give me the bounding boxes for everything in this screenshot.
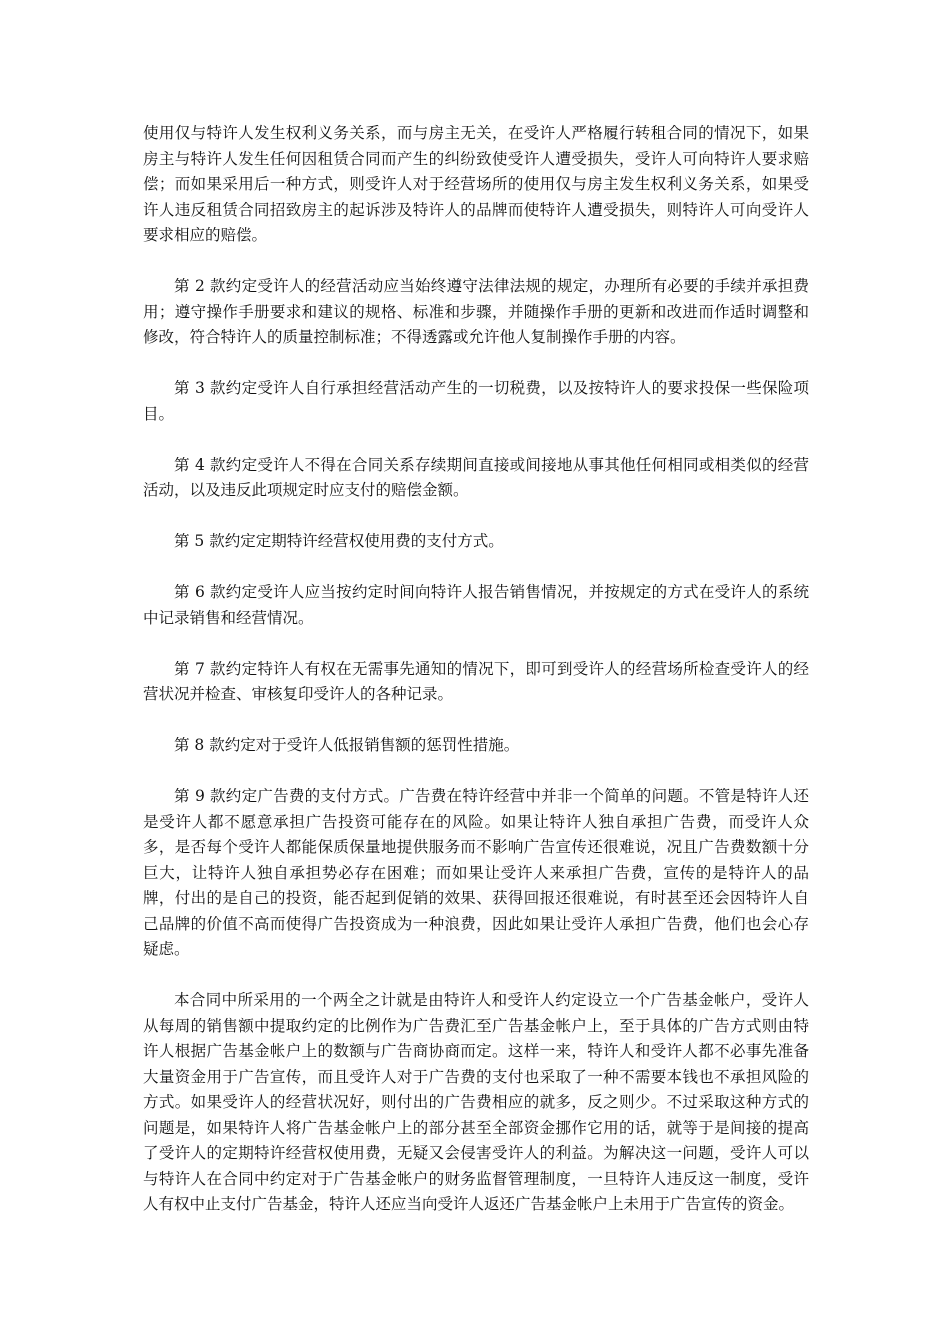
paragraph-clause-8: 第 8 款约定对于受许人低报销售额的惩罚性措施。	[174, 736, 520, 754]
paragraph-clause-7: 第 7 款约定特许人有权在无需事先通知的情况下，即可到受许人的经营场所检查受许人的经营状况并检查、审核复印受许人的各种记录。	[143, 659, 809, 703]
paragraph-clause-2: 第 2 款约定受许人的经营活动应当始终遵守法律法规的规定，办理所有必要的手续并承担费用；遵守操作手册要求和建议的规格、标准和步骤，并随操作手册的更新和改进而作适时调整和修改，符合特许人的质量控制标准；不得透露或允许他人复制操作手册的内容。	[143, 277, 809, 346]
document-page	[143, 121, 809, 1243]
paragraph-clause-3: 第 3 款约定受许人自行承担经营活动产生的一切税费，以及按特许人的要求投保一些保险项目。	[143, 379, 809, 423]
paragraph-clause-9: 第 9 款约定广告费的支付方式。广告费在特许经营中并非一个简单的问题。不管是特许人还是受许人都不愿意承担广告投资可能存在的风险。如果让特许人独自承担广告费，而受许人众多，是否每个受许人都能保质保量地提供服务而不影响广告宣传还很难说，况且广告费数额十分巨大，让特许人独自承担势必存在困难；而如果让受许人来承担广告费，宣传的是特许人的品牌，付出的是自己的投资，能否起到促销的效果、获得回报还很难说，有时甚至还会因特许人自己品牌的价值不高而使得广告投资成为一种浪费，因此如果让受许人承担广告费，他们也会心存疑虑。	[143, 787, 809, 958]
paragraph-continuation: 使用仅与特许人发生权利义务关系，而与房主无关，在受许人严格履行转租合同的情况下，如果房主与特许人发生任何因租赁合同而产生的纠纷致使受许人遭受损失，受许人可向特许人要求赔偿；而如果采用后一种方式，则受许人对于经营场所的使用仅与房主发生权利义务关系，如果受许人违反租赁合同招致房主的起诉涉及特许人的品牌而使特许人遭受损失，则特许人可向受许人要求相应的赔偿。	[143, 124, 809, 244]
paragraph-clause-6: 第 6 款约定受许人应当按约定时间向特许人报告销售情况，并按规定的方式在受许人的系统中记录销售和经营情况。	[143, 583, 809, 627]
paragraph-clause-4: 第 4 款约定受许人不得在合同关系存续期间直接或间接地从事其他任何相同或相类似的经营活动，以及违反此项规定时应支付的赔偿金额。	[143, 455, 809, 499]
paragraph-advertising-fund: 本合同中所采用的一个两全之计就是由特许人和受许人约定设立一个广告基金帐户，受许人从每周的销售额中提取约定的比例作为广告费汇至广告基金帐户上，至于具体的广告方式则由特许人根据广告基金帐户上的数额与广告商协商而定。这样一来，特许人和受许人都不必事先准备大量资金用于广告宣传，而且受许人对于广告费的支付也采取了一种不需要本钱也不承担风险的方式。如果受许人的经营状况好，则付出的广告费相应的就多，反之则少。不过采取这种方式的问题是，如果特许人将广告基金帐户上的部分甚至全部资金挪作它用的话，就等于是间接的提高了受许人的定期特许经营权使用费，无疑又会侵害受许人的利益。为解决这一问题，受许人可以与特许人在合同中约定对于广告基金帐户的财务监督管理制度，一旦特许人违反这一制度，受许人有权中止支付广告基金，特许人还应当向受许人返还广告基金帐户上未用于广告宣传的资金。	[143, 991, 809, 1213]
paragraph-clause-5: 第 5 款约定定期特许经营权使用费的支付方式。	[174, 532, 504, 550]
